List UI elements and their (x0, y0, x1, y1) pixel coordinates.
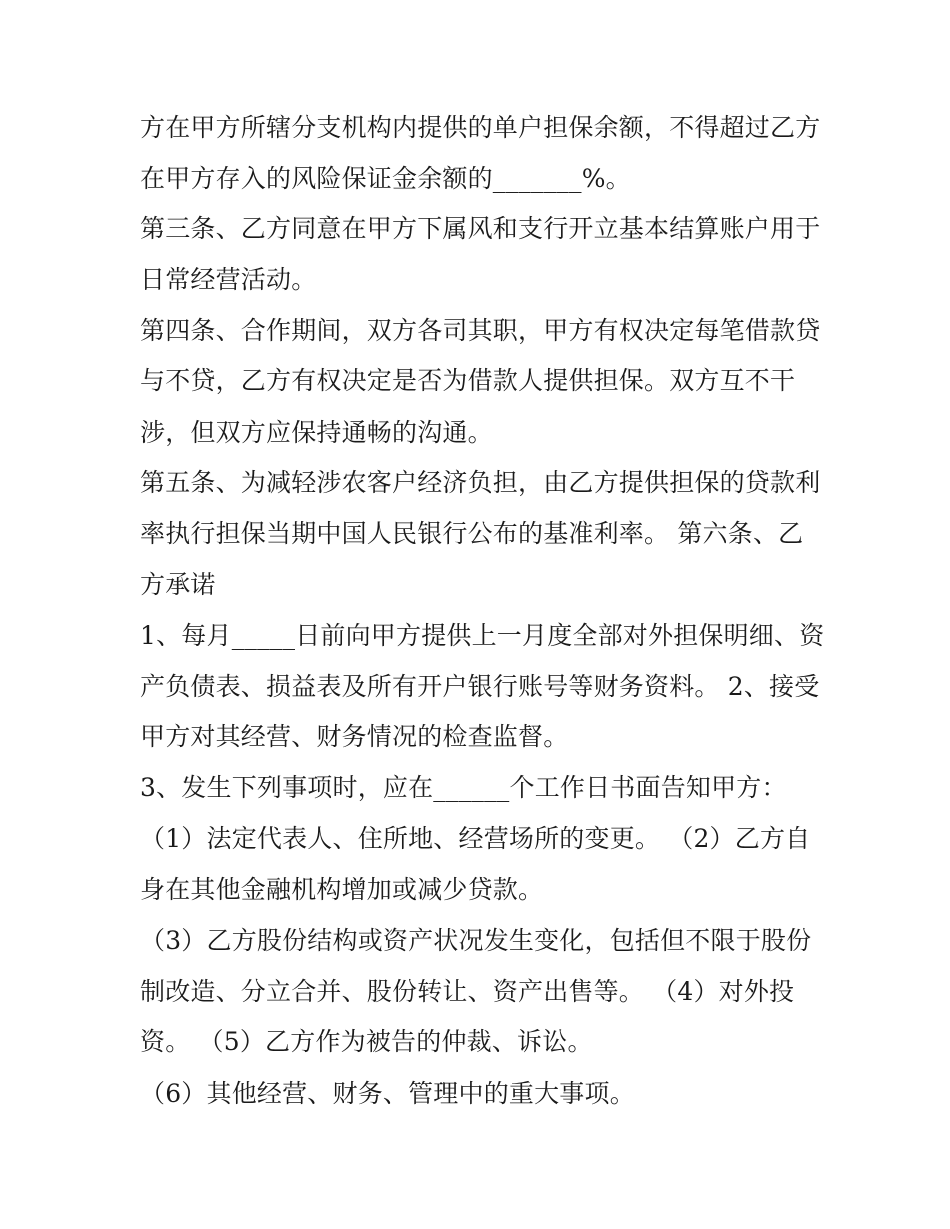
text-line: 涉，但双方应保持通畅的沟通。 (140, 418, 493, 447)
text-line: 资。 （5）乙方作为被告的仲裁、诉讼。 (140, 1027, 593, 1056)
text-line: （3）乙方股份结构或资产状况发生变化，包括但不限于股份 (140, 926, 812, 955)
text-line: 1、每月_____日前向甲方提供上一月度全部对外担保明细、资 (140, 621, 825, 650)
text-line: 第三条、乙方同意在甲方下属风和支行开立基本结算账户用于 (140, 214, 821, 243)
text-line: 身在其他金融机构增加或减少贷款。 (140, 875, 544, 904)
text-line: 第五条、为减轻涉农客户经济负担，由乙方提供担保的贷款利 (140, 468, 821, 497)
text-line: 日常经营活动。 (140, 265, 317, 294)
text-line: 率执行担保当期中国人民银行公布的基准利率。 第六条、乙 (140, 519, 804, 548)
text-line: 方在甲方所辖分支机构内提供的单户担保余额，不得超过乙方 (140, 113, 821, 142)
text-line: 第四条、合作期间，双方各司其职，甲方有权决定每笔借款贷 (140, 316, 821, 345)
text-line: 在甲方存入的风险保证金余额的_______%。 (140, 164, 631, 193)
text-line: 方承诺 (140, 570, 216, 599)
text-line: 与不贷，乙方有权决定是否为借款人提供担保。双方互不干 (140, 366, 796, 395)
text-line: 产负债表、损益表及所有开户银行账号等财务资料。 2、接受 (140, 672, 820, 701)
text-line: 制改造、分立合并、股份转让、资产出售等。 （4）对外投 (140, 977, 795, 1006)
text-line: 3、发生下列事项时，应在______个工作日书面告知甲方： (140, 773, 787, 802)
text-line: （6）其他经营、财务、管理中的重大事项。 (140, 1079, 635, 1108)
text-line: 甲方对其经营、财务情况的检查监督。 (140, 722, 569, 751)
text-line: （1）法定代表人、住所地、经营场所的变更。 （2）乙方自 (140, 824, 811, 853)
